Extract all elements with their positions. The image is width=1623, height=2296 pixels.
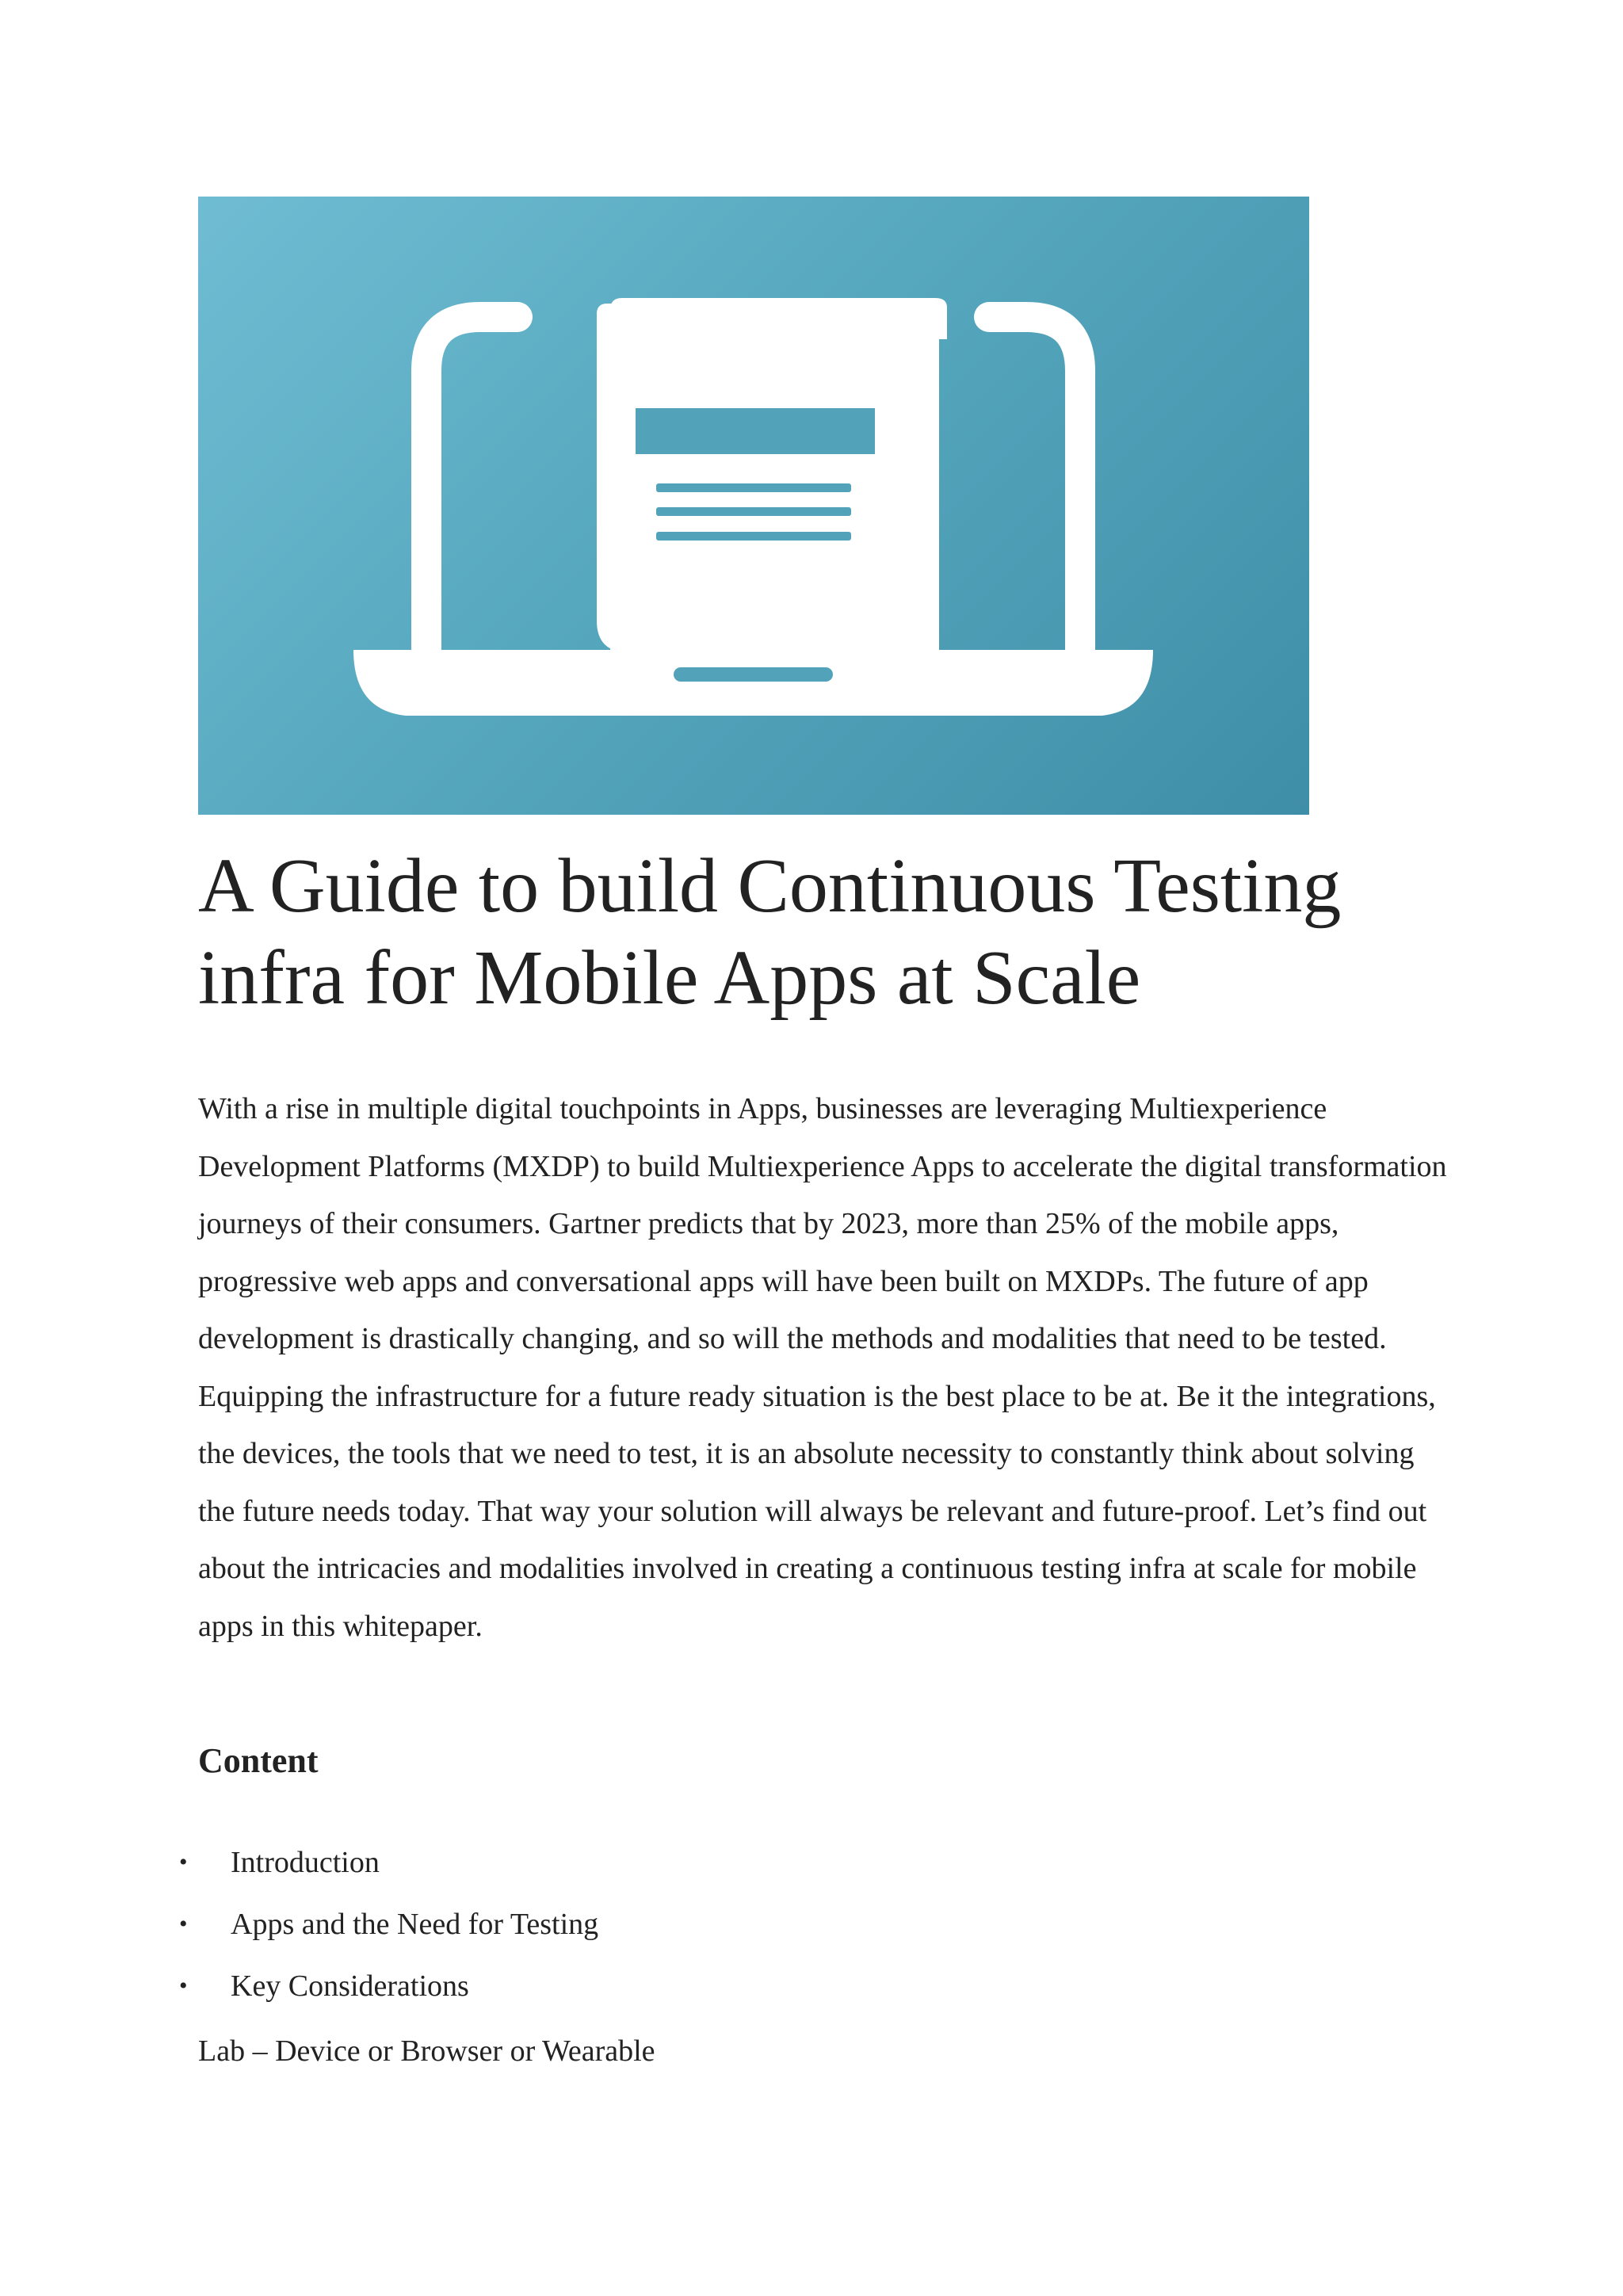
bullet-icon: • bbox=[179, 1911, 188, 1937]
intro-paragraph: With a rise in multiple digital touchpoints in Apps, businesses are leveraging Multiexperience Development Platforms (MXDP) to build Multiexperience Apps to accelerate the digital transformation journeys of their consumers. Gartner predicts that by 2023, more than 25% of the mobile apps, progressive web apps and conversational apps will have been built on MXDPs. The future of app development is drastically changing, and so will the methods and modalities that need to be tested. Equipping the infrastructure for a future ready situation is the best place to be at. Be it the integrations, the devices, the tools that we need to test, it is an absolute necessity to constantly think about solving the future needs today. That way your solution will always be relevant and future-proof. Let’s find out about the intricacies and modalities involved in creating a continuous testing infra at scale for mobile apps in this whitepaper. bbox=[198, 1092, 1447, 1643]
list-item bbox=[0, 1839, 1109, 1901]
title-line-1: A Guide to build Continuous Testing bbox=[198, 843, 1342, 929]
title-line-2: infra for Mobile Apps at Scale bbox=[198, 935, 1141, 1021]
document-title bbox=[198, 840, 1466, 1024]
list-item-label: Introduction bbox=[231, 1846, 380, 1879]
laptop-news-icon bbox=[198, 197, 1309, 815]
list-item-label: Apps and the Need for Testing bbox=[231, 1908, 599, 1941]
hero-banner bbox=[198, 197, 1309, 815]
list-item-label: Key Considerations bbox=[231, 1969, 469, 2003]
list-item bbox=[0, 1962, 1109, 2024]
bullet-icon: • bbox=[179, 1973, 188, 1999]
content-subitem: Lab – Device or Browser or Wearable bbox=[198, 2034, 655, 2068]
content-list bbox=[0, 1839, 1109, 2024]
bullet-icon: • bbox=[179, 1849, 188, 1875]
content-heading: Content bbox=[198, 1741, 319, 1780]
list-item bbox=[0, 1901, 1109, 1962]
